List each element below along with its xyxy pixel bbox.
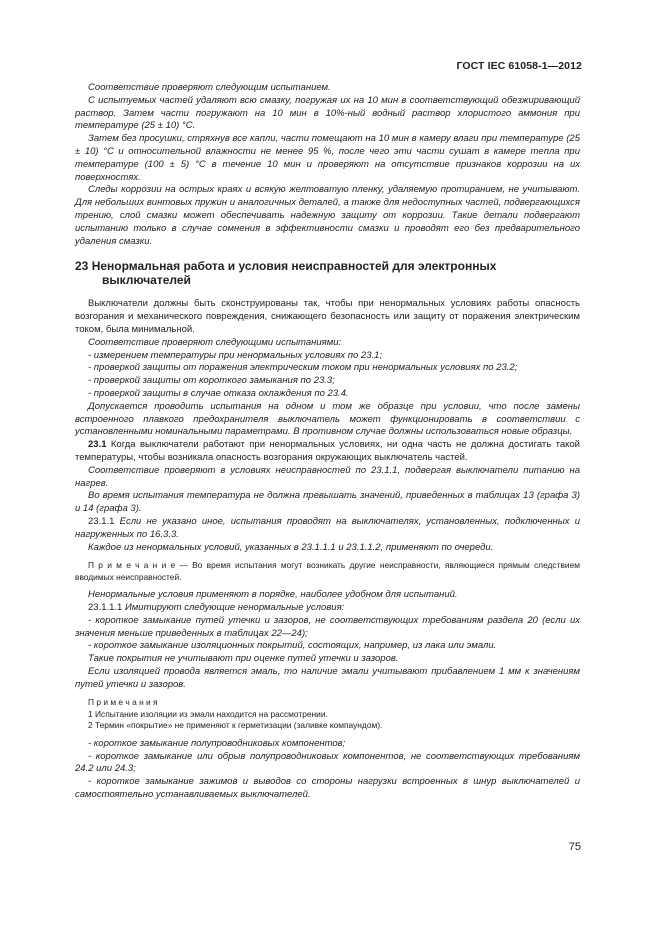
standard-header: ГОСТ IEC 61058-1—2012 [456, 60, 582, 72]
section-title-line-2: выключателей [102, 273, 191, 288]
intro-paragraph-3: Затем без просушки, стряхнув все капли, части помещают на 10 мин в камеру влаги при температуре (25 ± 10) °С и относительной влажности не менее 95 %, после чего эти части сушат в камере тепла при температуре (100 ± 5) °С в течение 10 мин и проверяют на отсутствие признаков коррозии на их поверхностях. [75, 133, 580, 183]
list-item: - проверкой защиты от поражения электрическим током при ненормальных условиях по 23.2; [88, 362, 518, 374]
body-paragraph-3: Допускается проводить испытания на одном и том же образце при условии, что после замены встроенного плавкого предохранителя выключатель может функционировать в соответствии с установленными номинальными параметрами. В противном случае должны использоваться новые образцы. [75, 400, 580, 438]
clause-23-1-number: 23.1 [88, 439, 107, 451]
intro-paragraph-1: Соответствие проверяют следующим испытанием. [88, 82, 331, 93]
section-title-line-1: Ненормальная работа и условия неисправностей для электронных [91, 259, 497, 274]
note-item: 1 Испытание изоляции из эмали находится на рассмотрении. [88, 708, 328, 719]
body-paragraph-9: Если изоляцией провода является эмаль, то наличие эмали учитывают прибавлением 1 мм к значениям путей утечки и зазоров. [75, 665, 580, 690]
intro-paragraph-4: Следы коррозии на острых краях и всякую желтоватую пленку, удаляемую протиранием, не учитывают. Для небольших винтовых пружин и аналогичных деталей, а также для недоступных частей, подвергающихся трению, слой смазки может обеспечивать надежную защиту от коррозии. Такие детали подвергают испытанию только в случае сомнения в эффективности смазки и проводят его без предварительного удаления смазки. [75, 184, 580, 247]
note-label: П р и м е ч а н и е — [88, 560, 188, 571]
body-paragraph-6: Каждое из ненормальных условий, указанных в 23.1.1.1 и 23.1.1.2, применяют по очереди. [88, 541, 494, 553]
clause-23-1-1-1-text: Имитируют следующие ненормальные условия: [124, 601, 345, 613]
body-paragraph-2: Соответствие проверяют следующими испытаниями: [88, 336, 342, 348]
list-item: - короткое замыкание или обрыв полупроводниковых компонентов, не соответствующих требованиям 24.2 или 24.3; [75, 750, 580, 775]
clause-23-1-1 [75, 516, 580, 542]
clause-23-1 [75, 439, 580, 465]
clause-23-1-1-1 [75, 602, 580, 615]
list-item: - короткое замыкание путей утечки и зазоров, не соответствующих требованиям раздела 20 (если их значения меньше приведенных в таблицах 22—24); [75, 614, 580, 639]
list-item: - короткое замыкание зажимов и выводов со стороны нагрузки встроенных в шнур выключателей и самостоятельно устанавливаемых выключателей. [75, 776, 580, 800]
clause-23-1-1-text: Если не указано иное, испытания проводят на выключателях, установленных, подключенных и нагруженных по 16.3.3. [75, 515, 580, 540]
note [75, 560, 580, 583]
body-paragraph-7: Ненормальные условия применяют в порядке, наиболее удобном для испытаний. [88, 589, 458, 601]
page-number: 75 [568, 841, 581, 853]
body-paragraph-4: Соответствие проверяют в условиях неисправностей по 23.1.1, подвергая выключатели питанию на нагрев. [75, 464, 580, 489]
body-paragraph-1: Выключатели должны быть сконструированы так, чтобы при ненормальных условиях работы опасность возгорания и механического повреждения, снижающего безопасность или защиту от поражения электрическим током, была минимальной. [75, 298, 580, 335]
section-heading [75, 259, 580, 287]
page-content [75, 82, 580, 802]
clause-23-1-1-number: 23.1.1 [88, 515, 115, 527]
list-item: - измерением температуры при ненормальных условиях по 23.1; [88, 349, 383, 361]
intro-paragraph-2: С испытуемых частей удаляют всю смазку, погружая их на 10 мин в соответствующий обезжиривающий раствор. Затем части погружают на 10 мин в 10%-ный водный раствор хлористого аммония при температуре (25 ± 10) °С. [75, 94, 580, 132]
section-number: 23 [75, 259, 89, 274]
body-paragraph-5: Во время испытания температура не должна превышать значений, приведенных в таблицах 13 (графа 3) и 14 (графа 3). [75, 490, 580, 515]
note-item: 2 Термин «покрытие» не применяют к герметизации (заливке компаундом). [88, 720, 383, 731]
list-item: - проверкой защиты в случае отказа охлаждения по 23.4. [88, 387, 349, 399]
list-item: - короткое замыкание изоляционных покрытий, состоящих, например, из лака или эмали. [88, 640, 497, 652]
list-item: - проверкой защиты от короткого замыкания по 23.3; [88, 375, 335, 387]
list-item: - короткое замыкание полупроводниковых компонентов; [88, 737, 346, 749]
body-paragraph-8: Такие покрытия не учитывают при оценке путей утечки и зазоров. [88, 653, 399, 665]
notes-title: П р и м е ч а н и я [88, 697, 158, 708]
note-text: Во время испытания могут возникать другие неисправности, являющиеся прямым следствием вводимых неисправностей. [75, 560, 580, 582]
clause-23-1-text: Когда выключатели работают при ненормальных условиях, ни одна часть не должна достигать такой температуры, чтобы возникала опасность возгорания окружающих выключатель частей. [75, 439, 580, 463]
clause-23-1-1-1-number: 23.1.1.1 [88, 601, 123, 613]
